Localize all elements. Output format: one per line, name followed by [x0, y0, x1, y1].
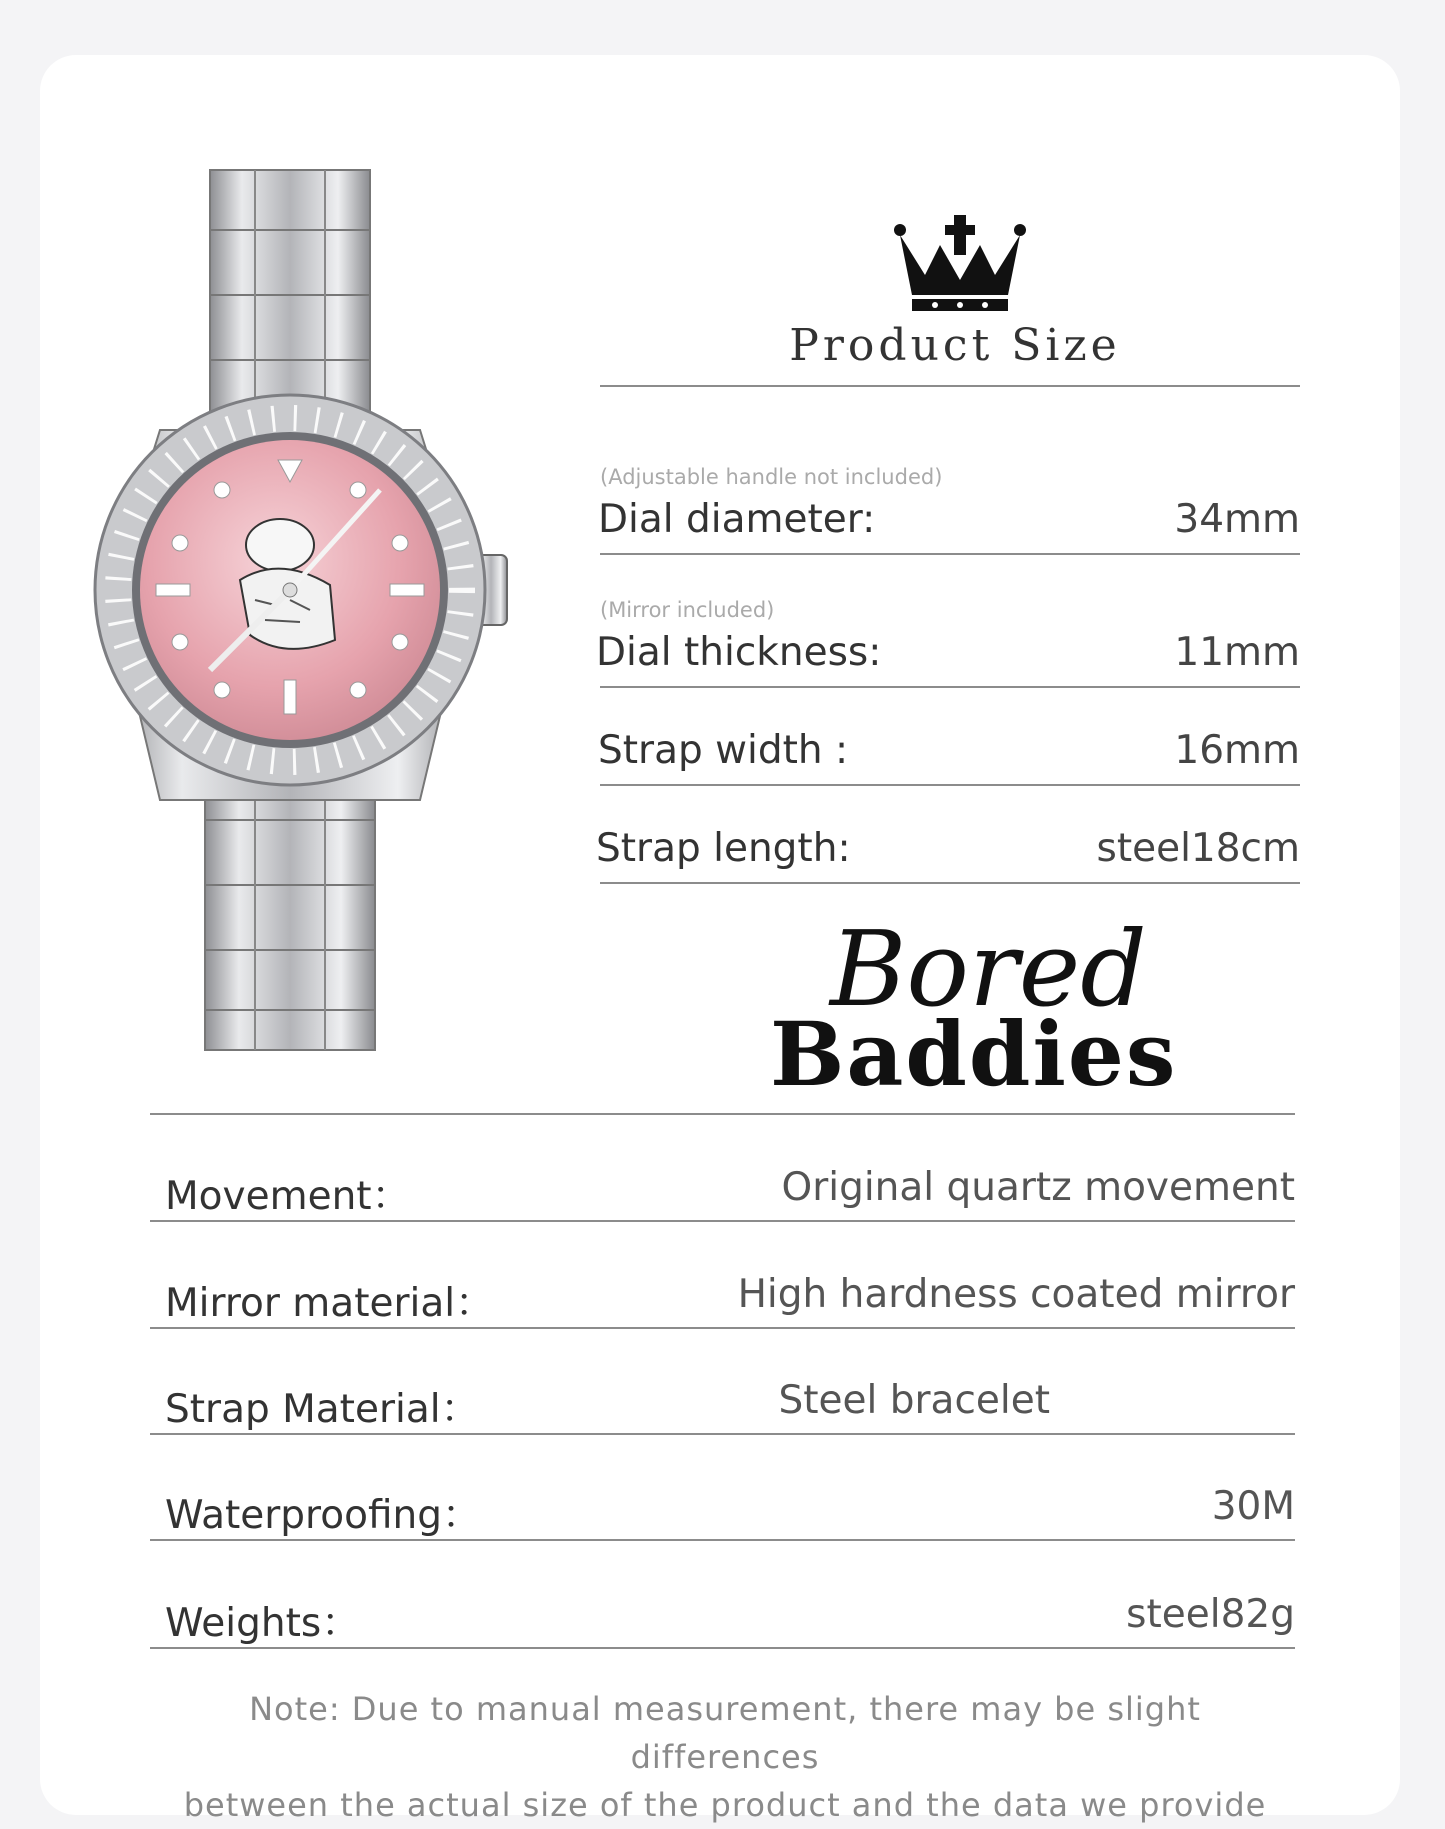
measurement-note-line1: Note: Due to manual measurement, there may be slight differences	[249, 1690, 1201, 1776]
dimension-value: steel18cm	[1096, 826, 1300, 871]
title-divider	[600, 385, 1300, 387]
brand-logo-line2: Baddies	[770, 1002, 1178, 1106]
row-divider	[600, 882, 1300, 884]
spec-value: steel82g	[1126, 1592, 1295, 1637]
dimension-label: Dial thickness:	[596, 630, 882, 675]
watch-image	[90, 160, 550, 1060]
row-divider	[150, 1433, 1295, 1435]
spec-label: Movement：	[165, 1174, 411, 1219]
measurement-note	[150, 1685, 1300, 1829]
dimension-value: 34mm	[1174, 497, 1300, 542]
dimension-label: Strap length:	[596, 826, 851, 871]
dimension-value: 16mm	[1174, 728, 1300, 773]
row-divider	[150, 1220, 1295, 1222]
spec-label: Mirror material：	[165, 1281, 495, 1326]
lower-bracelet	[205, 760, 375, 1050]
row-divider	[150, 1539, 1295, 1541]
dimension-value: 11mm	[1174, 630, 1300, 675]
row-divider	[600, 553, 1300, 555]
dimension-label: Dial diameter:	[598, 497, 876, 542]
crown-icon	[890, 215, 1030, 315]
brand-logo-line1: Bored	[830, 908, 1147, 1030]
spec-label: Weights：	[165, 1601, 361, 1646]
brand-logo	[770, 905, 1178, 1106]
row-divider	[150, 1327, 1295, 1329]
row-divider	[150, 1647, 1295, 1649]
spec-value: 30M	[1211, 1484, 1295, 1529]
measurement-note-line2: between the actual size of the product and the data we provide	[183, 1786, 1267, 1824]
spec-label: Waterproofing：	[165, 1493, 481, 1538]
dimension-label: Strap width :	[598, 728, 849, 773]
dimension-note: (Adjustable handle not included)	[600, 465, 943, 489]
upper-bracelet	[210, 170, 370, 430]
row-divider	[600, 686, 1300, 688]
spec-value: Original quartz movement	[781, 1165, 1295, 1210]
table-top-divider	[150, 1113, 1295, 1115]
spec-value: High hardness coated mirror	[737, 1272, 1295, 1317]
page-title: Product Size	[789, 320, 1121, 371]
row-divider	[600, 784, 1300, 786]
dimension-note: (Mirror included)	[600, 598, 775, 622]
spec-value: Steel bracelet	[778, 1378, 1050, 1423]
spec-label: Strap Material：	[165, 1387, 480, 1432]
